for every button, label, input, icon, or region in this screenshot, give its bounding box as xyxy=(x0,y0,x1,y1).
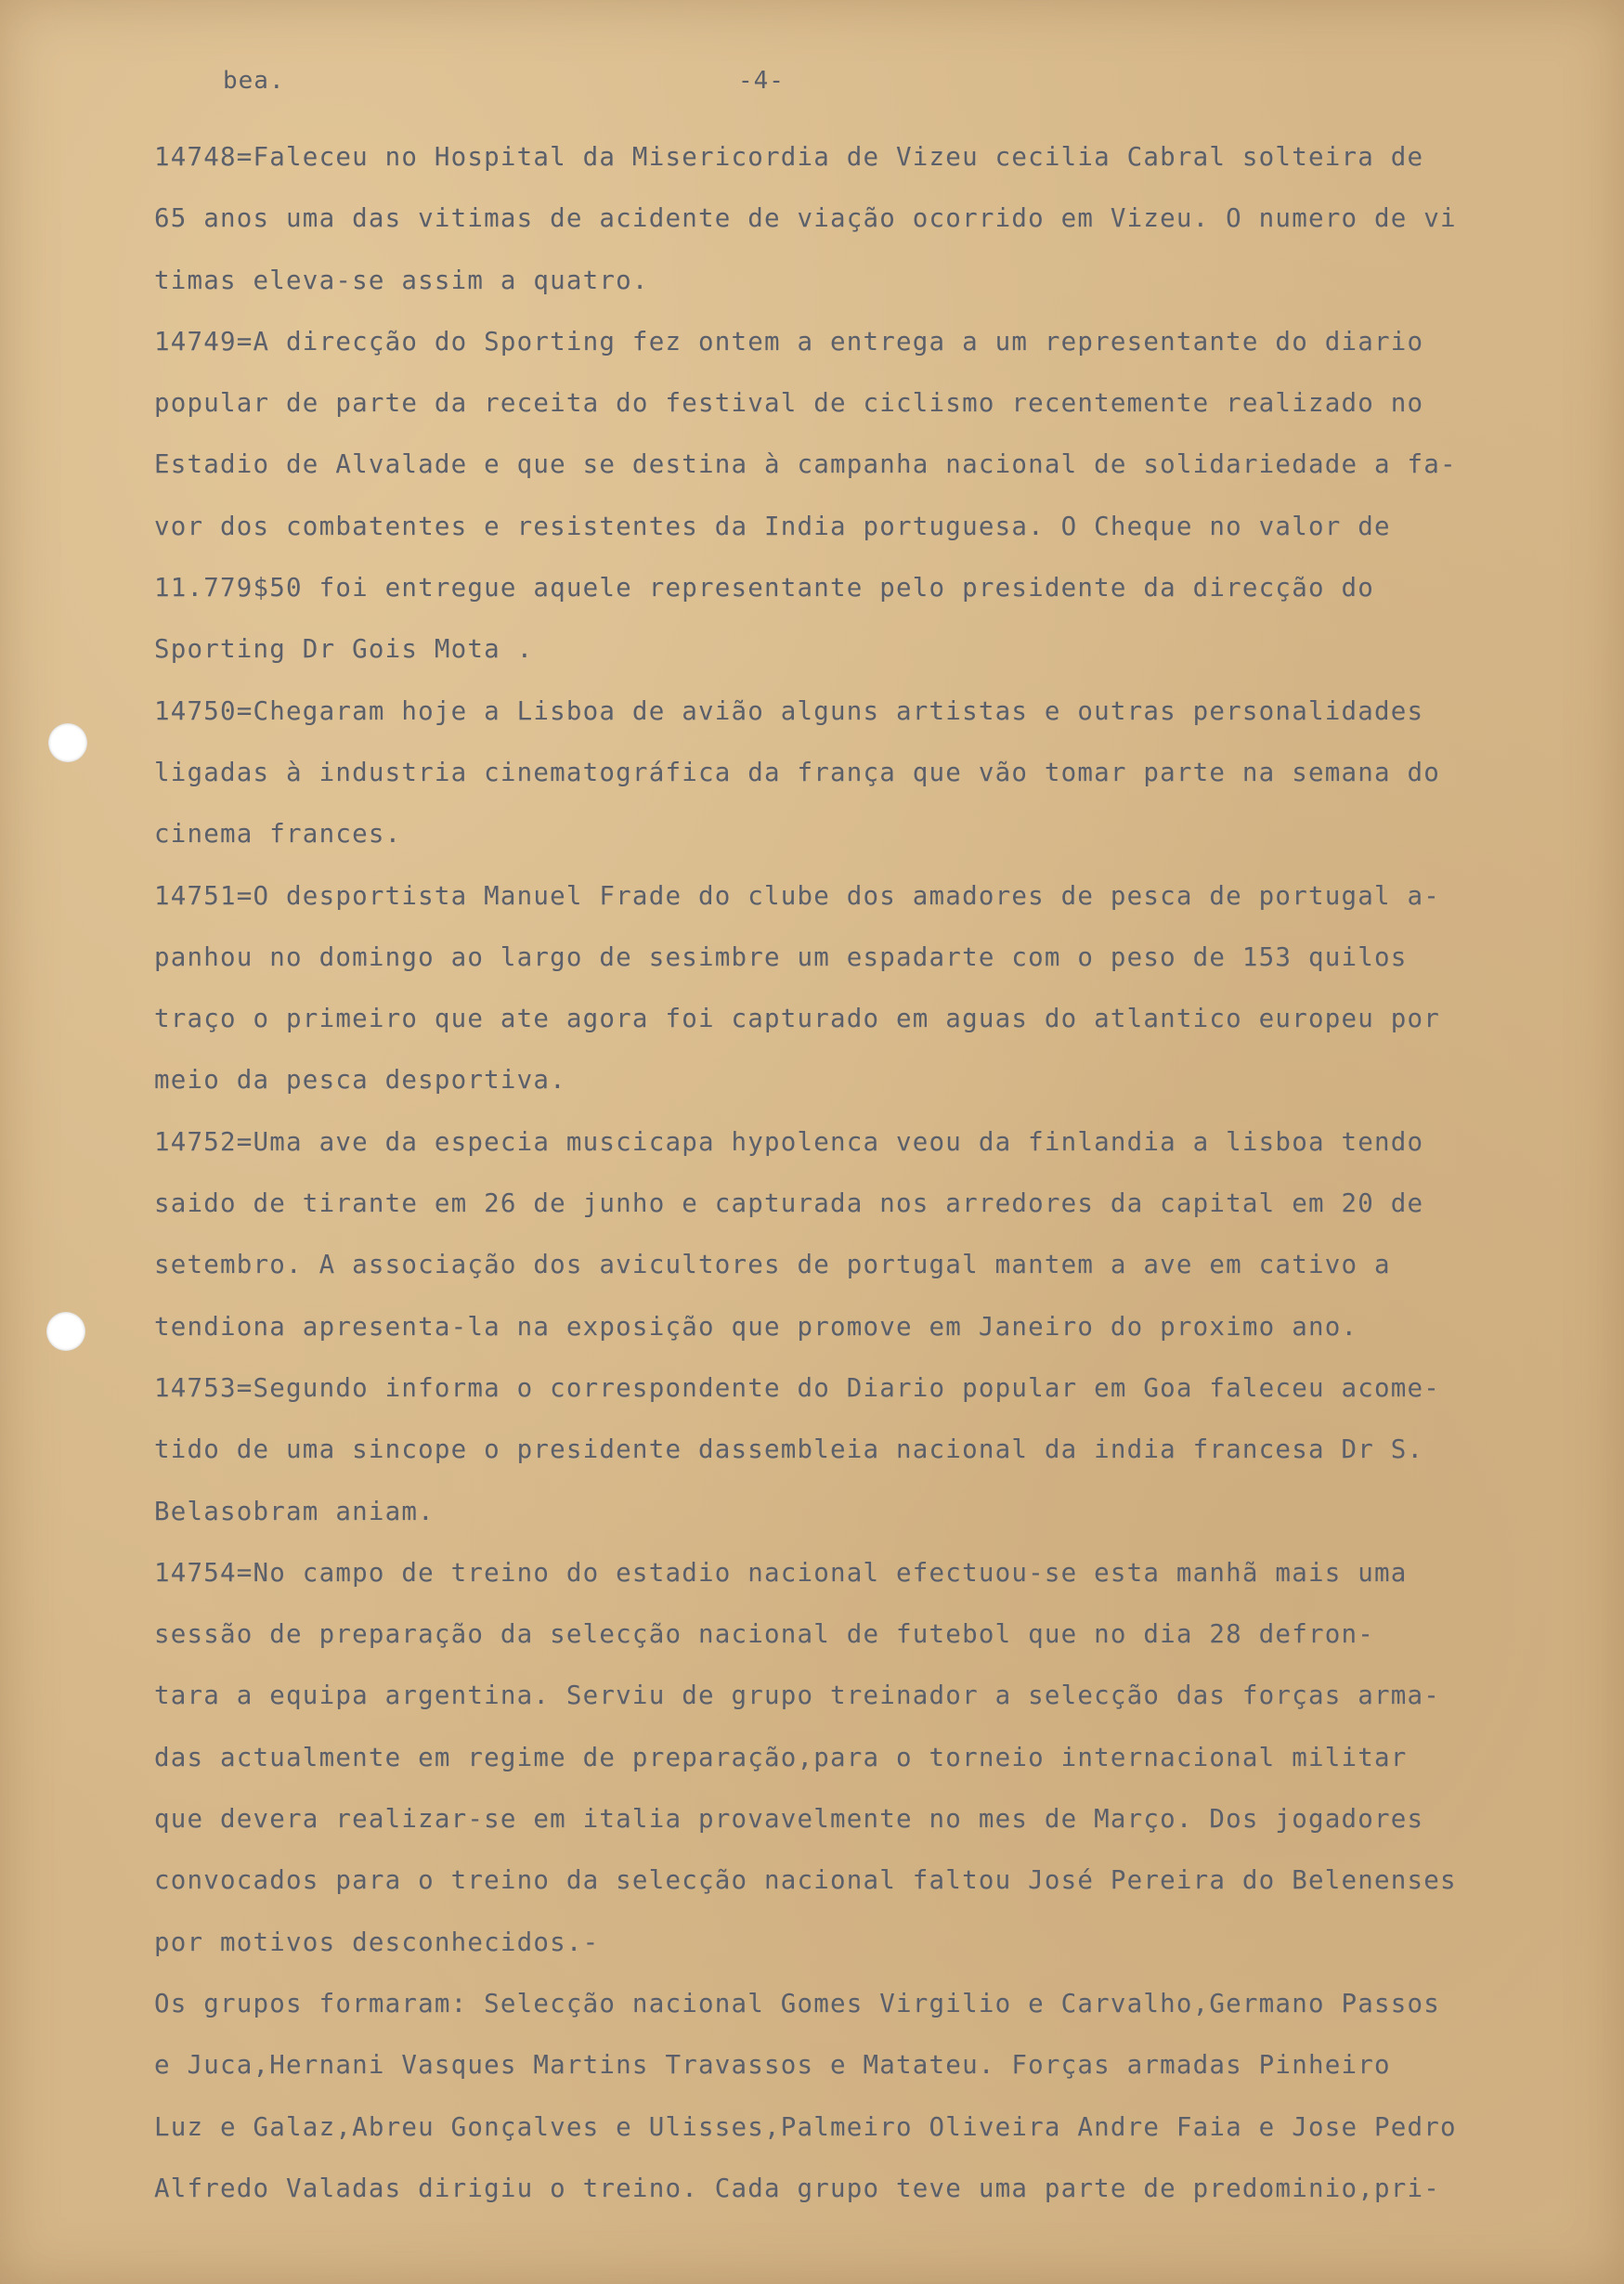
text-line: sessão de preparação da selecção nacional de futebol que no dia 28 defron- xyxy=(154,1619,1374,1650)
text-line: das actualmente em regime de preparação,para o torneio internacional militar xyxy=(154,1742,1408,1772)
punch-hole-bottom xyxy=(46,1312,85,1351)
text-line: saido de tirante em 26 de junho e capturada nos arredores da capital em 20 de xyxy=(154,1188,1424,1219)
text-line: ligadas à industria cinematográfica da frança que vão tomar parte na semana do xyxy=(154,757,1440,787)
text-line: 14751=O desportista Manuel Frade do clube dos amadores de pesca de portugal a- xyxy=(154,880,1440,911)
text-line: 11.779$50 foi entregue aquele representante pelo presidente da direcção do xyxy=(154,573,1374,603)
page-number: -4- xyxy=(738,67,785,95)
text-line: 14752=Uma ave da especia muscicapa hypolenca veou da finlandia a lisboa tendo xyxy=(154,1126,1424,1157)
text-line: Sporting Dr Gois Mota . xyxy=(154,634,534,665)
text-line: meio da pesca desportiva. xyxy=(154,1065,566,1096)
typewritten-body xyxy=(154,126,1603,2219)
text-line: setembro. A associação dos avicultores de portugal mantem a ave em cativo a xyxy=(154,1250,1391,1280)
text-line: cinema frances. xyxy=(154,819,402,850)
text-line: Estadio de Alvalade e que se destina à campanha nacional de solidariedade a fa- xyxy=(154,449,1457,480)
text-line: tara a equipa argentina. Serviu de grupo treinador a selecção das forças arma- xyxy=(154,1681,1440,1711)
text-line: que devera realizar-se em italia provavelmente no mes de Março. Dos jogadores xyxy=(154,1804,1424,1835)
text-line: por motivos desconhecidos.- xyxy=(154,1927,600,1957)
text-line: popular de parte da receita do festival de ciclismo recentemente realizado no xyxy=(154,388,1424,419)
text-line: 65 anos uma das vitimas de acidente de viação ocorrido em Vizeu. O numero de vi xyxy=(154,203,1457,234)
text-line: Luz e Galaz,Abreu Gonçalves e Ulisses,Palmeiro Oliveira Andre Faia e Jose Pedro xyxy=(154,2111,1457,2142)
text-line: tido de uma sincope o presidente dassembleia nacional da india francesa Dr S. xyxy=(154,1434,1424,1465)
text-line: Os grupos formaram: Selecção nacional Gomes Virgilio e Carvalho,Germano Passos xyxy=(154,1988,1440,2018)
text-line: 14748=Faleceu no Hospital da Misericordia de Vizeu cecilia Cabral solteira de xyxy=(154,142,1424,172)
text-line: tendiona apresenta-la na exposição que promove em Janeiro do proximo ano. xyxy=(154,1311,1358,1342)
text-line: panhou no domingo ao largo de sesimbre um espadarte com o peso de 153 quilos xyxy=(154,941,1408,972)
text-line: convocados para o treino da selecção nacional faltou José Pereira do Belenenses xyxy=(154,1865,1457,1896)
punch-hole-top xyxy=(48,723,87,762)
text-line: Alfredo Valadas dirigiu o treino. Cada grupo teve uma parte de predominio,pri- xyxy=(154,2173,1440,2203)
text-line: vor dos combatentes e resistentes da India portuguesa. O Cheque no valor de xyxy=(154,511,1391,541)
text-line: Belasobram aniam. xyxy=(154,1496,435,1526)
text-line: traço o primeiro que ate agora foi capturado em aguas do atlantico europeu por xyxy=(154,1004,1440,1034)
text-line: 14754=No campo de treino do estadio nacional efectuou-se esta manhã mais uma xyxy=(154,1557,1408,1588)
page-header xyxy=(223,67,785,95)
text-line: e Juca,Hernani Vasques Martins Travassos e Matateu. Forças armadas Pinheiro xyxy=(154,2050,1391,2081)
text-line: 14749=A direcção do Sporting fez ontem a entrega a um representante do diario xyxy=(154,326,1424,357)
text-line: timas eleva-se assim a quatro. xyxy=(154,265,649,295)
text-line: 14750=Chegaram hoje a Lisboa de avião alguns artistas e outras personalidades xyxy=(154,695,1424,726)
header-reference: bea. xyxy=(223,67,285,95)
text-line: 14753=Segundo informa o correspondente do Diario popular em Goa faleceu acome- xyxy=(154,1372,1440,1403)
